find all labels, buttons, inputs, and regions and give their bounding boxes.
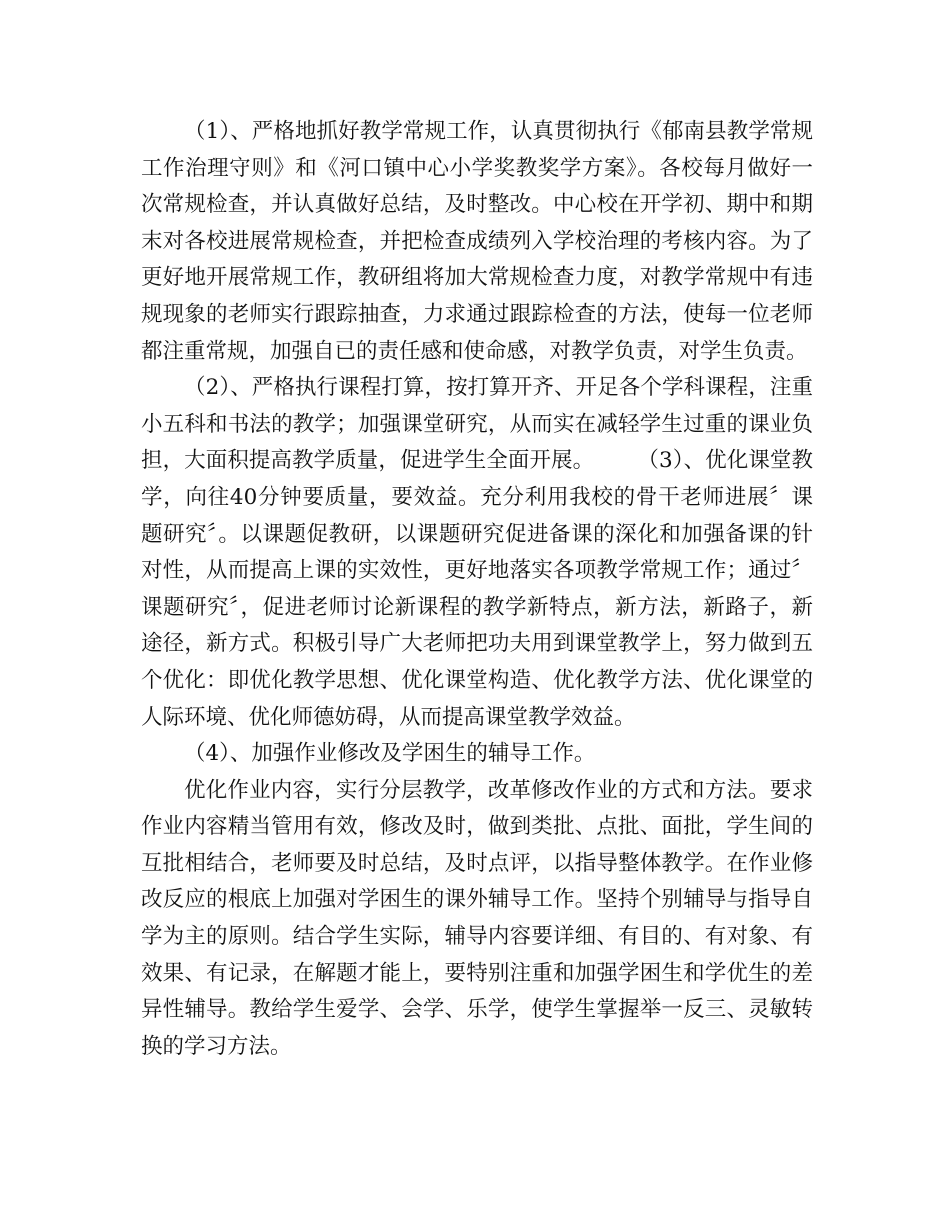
document-page: [141, 114, 813, 1065]
paragraph-homework-heading: （4）、加强作业修改及学困生的辅导工作。: [184, 741, 596, 767]
paragraph-routine-work: （1）、严格地抓好教学常规工作，认真贯彻执行《郁南县教学常规工作治理守则》和《河口镇中心小学奖教奖学方案》。各校每月做好一次常规检查，并认真做好总结，及时整改。中心校在开学初、期中和期末对各校进展常规检查，并把检查成绩列入学校治理的考核内容。为了更好地开展常规工作，教研组将加大常规检查力度，对教学常规中有违规现象的老师实行跟踪抽查，力求通过跟踪检查的方法，使每一位老师都注重常规，加强自已的责任感和使命感，对教学负责，对学生负责。: [141, 119, 813, 364]
paragraph-curriculum-and-classroom: （2）、严格执行课程打算，按打算开齐、开足各个学科课程，注重小五科和书法的教学；加强课堂研究，从而实在减轻学生过重的课业负担，大面积提高教学质量，促进学生全面开展。 （3）、优化课堂教学，向往40分钟要质量，要效益。充分利用我校的骨干老师进展〞课题研究〞。以课题促教研，以课题研究促进备课的深化和加强备课的针对性，从而提高上课的实效性，更好地落实各项教学常规工作；通过〞课题研究〞，促进老师讨论新课程的教学新特点，新方法，新路子，新途径，新方式。积极引导广大老师把功夫用到课堂教学上，努力做到五个优化：即优化教学思想、优化课堂构造、优化教学方法、优化课堂的人际环境、优化师德妨碍，从而提高课堂教学效益。: [141, 375, 813, 730]
paragraph-homework-details: 优化作业内容，实行分层教学，改革修改作业的方式和方法。要求作业内容精当管用有效，修改及时，做到类批、点批、面批，学生间的互批相结合，老师要及时总结，及时点评，以指导整体教学。在作业修改反应的根底上加强对学困生的课外辅导工作。坚持个别辅导与指导自学为主的原则。结合学生实际，辅导内容要详细、有目的、有对象、有效果、有记录，在解题才能上，要特别注重和加强学困生和学优生的差异性辅导。教给学生爱学、会学、乐学，使学生掌握举一反三、灵敏转换的学习方法。: [141, 777, 813, 1059]
